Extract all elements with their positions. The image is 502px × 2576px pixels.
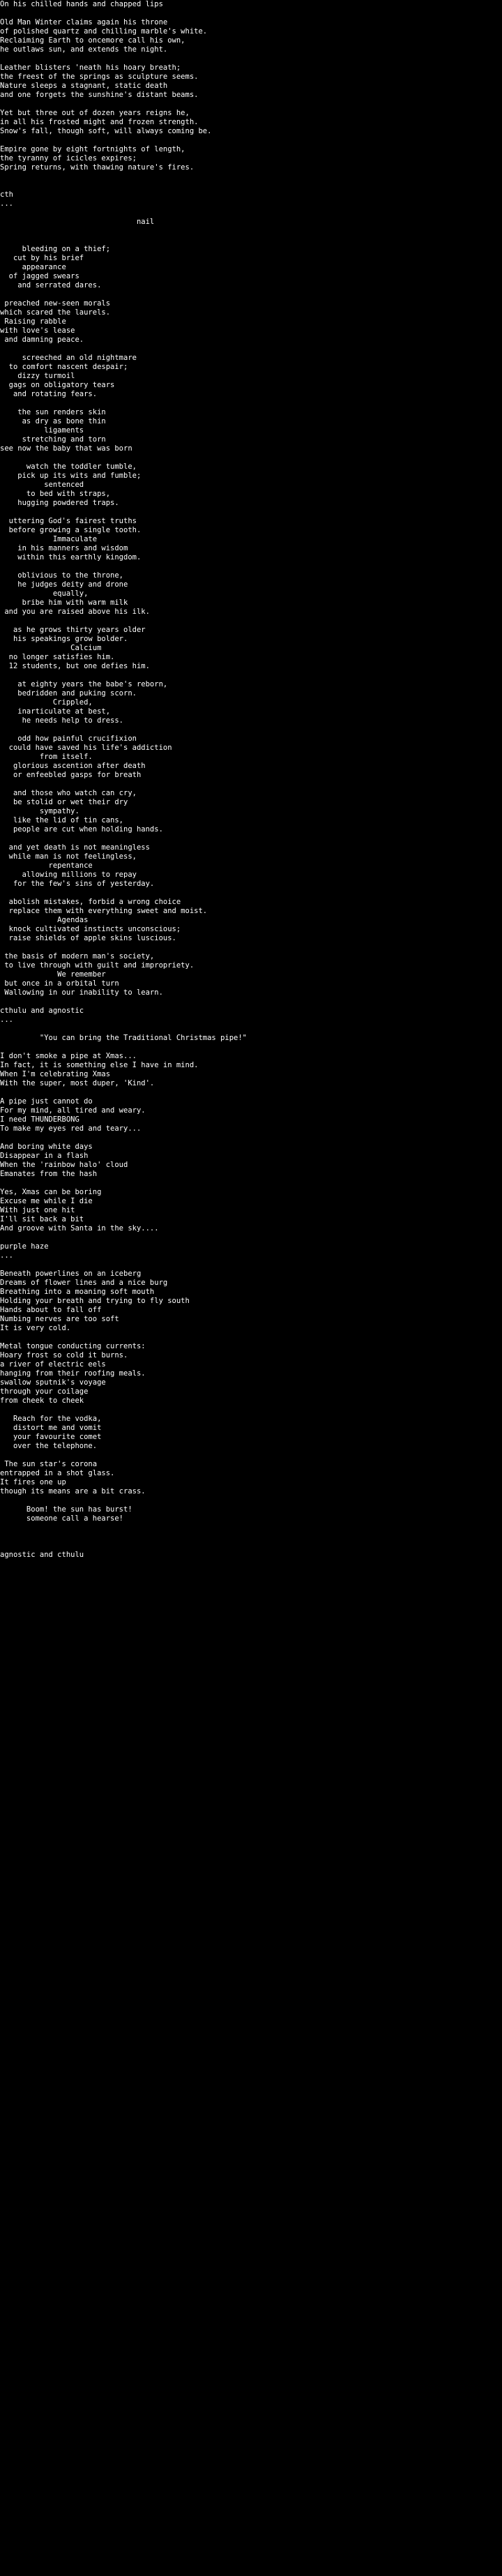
text-line: inarticulate at best, [0,707,111,716]
text-line: knock cultivated instincts unconscious; [0,925,181,933]
text-line: uttering God's fairest truths [0,517,137,525]
text-line: and one forgets the sunshine's distant beams. [0,91,199,99]
text-line: ... [0,1016,13,1024]
blank-line [0,345,502,354]
text-line: I'll sit back a bit [0,1215,84,1223]
text-line: nail [0,218,155,226]
text-line: repentance [0,861,93,870]
text-line: The sun star's corona [0,1460,98,1468]
text-line: bedridden and puking scorn. [0,689,137,698]
blank-line [0,1233,502,1242]
blank-line [0,54,502,63]
text-line: but once in a orbital turn [0,979,119,988]
text-line: over the telephone. [0,1442,98,1450]
text-line: see now the baby that was born [0,444,132,453]
text-line: Holding your breath and trying to fly south [0,1297,190,1305]
text-line: sentenced [0,481,84,489]
text-line: he needs help to dress. [0,716,124,725]
text-line: Reclaiming Earth to oncemore call his own, [0,36,185,45]
text-line: watch the toddler tumble, [0,462,137,471]
text-line: to bed with straps, [0,490,111,498]
text-line: appearance [0,263,66,271]
text-line: be stolid or wet their dry [0,798,128,806]
text-line: though its means are a bit crass. [0,1487,146,1496]
text-line: sympathy. [0,807,79,815]
text-line: hanging from their roofing meals. [0,1369,146,1378]
text-line: stretching and torn [0,435,106,444]
text-line: In fact, it is something else I have in mind. [0,1061,199,1069]
blank-line [0,997,502,1007]
text-line: which scared the laurels. [0,308,111,317]
text-line: Raising rabble [0,317,66,326]
text-line: It fires one up [0,1478,66,1486]
text-line: Wallowing in our inability to learn. [0,988,163,997]
text-line: from itself. [0,753,93,761]
text-line: abolish mistakes, forbid a wrong choice [0,898,181,906]
text-line: could have saved his life's addiction [0,744,172,752]
text-line: cth [0,190,13,199]
text-line: and yet death is not meaningless [0,843,150,852]
text-line: Calcium [0,644,102,652]
text-line: hugging powdered traps. [0,499,119,507]
text-line: "You can bring the Traditional Christmas pipe!" [0,1034,248,1042]
text-line: Excuse me while I die [0,1197,93,1205]
text-line: With the super, most duper, 'Kind'. [0,1079,155,1087]
text-line: and damning peace. [0,336,84,344]
text-line: the tyranny of icicles expires; [0,154,137,163]
text-line: I don't smoke a pipe at Xmas... [0,1052,137,1060]
text-line: Yet but three out of dozen years reigns he, [0,109,190,117]
blank-line [0,453,502,462]
text-line: bribe him with warm milk [0,598,128,607]
text-line: Agendas [0,916,89,924]
text-line: ... [0,1251,13,1260]
blank-line [0,834,502,843]
text-line: Beneath powerlines on an iceberg [0,1270,142,1278]
blank-line [0,1496,502,1505]
text-line: Snow's fall, though soft, will always coming be. [0,127,212,135]
text-line: his speakings grow bolder. [0,635,128,643]
blank-line [0,100,502,109]
text-line: Empire gone by eight fortnights of length, [0,145,185,153]
text-line: dizzy turmoil [0,372,75,380]
blank-line [0,1088,502,1097]
text-line: while man is not feelingless, [0,852,137,861]
blank-line [0,290,502,299]
text-line: With just one hit [0,1206,75,1214]
text-line: through your coilage [0,1387,89,1396]
text-line: agnostic and cthulu [0,1551,84,1559]
blank-line [0,1260,502,1270]
blank-line [0,943,502,952]
text-line: screeched an old nightmare [0,354,137,362]
text-line: in all his frosted might and frozen strength. [0,118,199,126]
blank-line [0,508,502,517]
text-line: It is very cold. [0,1324,71,1332]
text-line: oblivious to the throne, [0,571,124,580]
blank-line [0,1451,502,1460]
text-line: ligaments [0,426,84,435]
blank-line [0,1179,502,1188]
text-line: as he grows thirty years older [0,626,146,634]
text-line: To make my eyes red and teary... [0,1124,142,1133]
text-line: purple haze [0,1242,49,1251]
text-line: preached new-seen morals [0,299,111,308]
text-line: with love's lease [0,326,75,335]
text-line: the sun renders skin [0,408,106,416]
text-line: Metal tongue conducting currents: [0,1342,146,1350]
text-line: I need THUNDERBONG [0,1115,79,1124]
blank-line [0,209,502,218]
blank-line [0,1406,502,1415]
text-line: Old Man Winter claims again his throne [0,18,168,27]
text-line: to comfort nascent despair; [0,363,128,371]
blank-line [0,1025,502,1034]
text-line: When I'm celebrating Xmas [0,1070,111,1078]
text-line: from cheek to cheek [0,1396,84,1405]
text-line: gags on obligatory tears [0,381,115,389]
text-line: no longer satisfies him. [0,653,115,661]
text-line: Disappear in a flash [0,1152,89,1160]
text-line: swallow sputnik's voyage [0,1378,106,1387]
text-line: to live through with guilt and impropriety. [0,961,195,970]
text-line: Hoary frost so cold it burns. [0,1351,128,1359]
text-line: And boring white days [0,1143,93,1151]
text-line: bleeding on a thief; [0,245,111,253]
blank-line [0,1532,502,1542]
text-line: raise shields of apple skins luscious. [0,934,176,942]
text-line: Reach for the vodka, [0,1415,102,1423]
text-line: A pipe just cannot do [0,1097,93,1106]
blank-line [0,1523,502,1532]
blank-line [0,617,502,626]
text-line: glorious ascention after death [0,762,146,770]
text-line: distort me and vomit [0,1424,102,1432]
text-line: Crippled, [0,698,93,707]
text-line: Spring returns, with thawing nature's fires. [0,163,195,172]
text-line: and serrated dares. [0,281,102,289]
text-line: in his manners and wisdom [0,544,128,552]
text-line: for the few's sins of yesterday. [0,880,155,888]
text-line: someone call a hearse! [0,1514,124,1523]
text-line: Emanates from the hash [0,1170,98,1178]
text-line: Numbing nerves are too soft [0,1315,119,1323]
text-line: Breathing into a moaning soft mouth [0,1288,155,1296]
text-line: pick up its wits and fumble; [0,472,142,480]
text-line: When the 'rainbow halo' cloud [0,1161,128,1169]
text-line: Dreams of flower lines and a nice burg [0,1279,168,1287]
text-line: entrapped in a shot glass. [0,1469,115,1477]
text-line: within this earthly kingdom. [0,553,142,562]
text-line: your favourite comet [0,1433,102,1441]
text-line: Yes, Xmas can be boring [0,1188,102,1196]
text-line: Immaculate [0,535,98,543]
text-line: and those who watch can cry, [0,789,137,797]
text-line: We remember [0,970,106,979]
blank-line [0,780,502,789]
text-line: odd how painful crucifixion [0,735,137,743]
text-line: people are cut when holding hands. [0,825,163,834]
text-line: he judges deity and drone [0,580,128,589]
blank-line [0,725,502,735]
text-line: the freest of the springs as sculpture seems. [0,73,199,81]
blank-line [0,172,502,181]
blank-line [0,671,502,680]
text-line: On his chilled hands and chapped lips [0,0,163,8]
text-line: replace them with everything sweet and moist. [0,907,208,915]
text-line: or enfeebled gasps for breath [0,771,142,779]
text-line: 12 students, but one defies him. [0,662,150,670]
blank-line [0,1043,502,1052]
blank-line [0,181,502,190]
text-line: as dry as bone thin [0,417,106,425]
blank-line [0,889,502,898]
blank-line [0,399,502,408]
text-line: And groove with Santa in the sky.... [0,1224,159,1233]
text-line: For my mind, all tired and weary. [0,1106,146,1115]
text-line: like the lid of tin cans, [0,816,124,824]
text-line: of jagged swears [0,272,79,280]
text-line: Nature sleeps a stagnant, static death [0,82,168,90]
text-line: he outlaws sun, and extends the night. [0,45,168,54]
text-line: allowing millions to repay [0,871,137,879]
text-line: at eighty years the babe's reborn, [0,680,168,688]
blank-line [0,1133,502,1143]
text-line: cut by his brief [0,254,84,262]
text-line: Leather blisters 'neath his hoary breath; [0,63,181,72]
text-line: and rotating fears. [0,390,98,398]
blank-line [0,9,502,18]
text-line: of polished quartz and chilling marble's white. [0,27,208,36]
text-line: Hands about to fall off [0,1306,102,1314]
text-line: before growing a single tooth. [0,526,142,534]
blank-line [0,236,502,245]
blank-line [0,1542,502,1551]
text-line: a river of electric eels [0,1360,106,1369]
blank-line [0,1333,502,1342]
blank-line [0,136,502,145]
blank-line [0,562,502,571]
text-line: ... [0,199,13,208]
text-line: Boom! the sun has burst! [0,1505,132,1514]
text-line: equally, [0,589,89,598]
text-line: cthulu and agnostic [0,1007,84,1015]
text-line: and you are raised above his ilk. [0,608,150,616]
text-line: the basis of modern man's society, [0,952,155,961]
blank-line [0,227,502,236]
